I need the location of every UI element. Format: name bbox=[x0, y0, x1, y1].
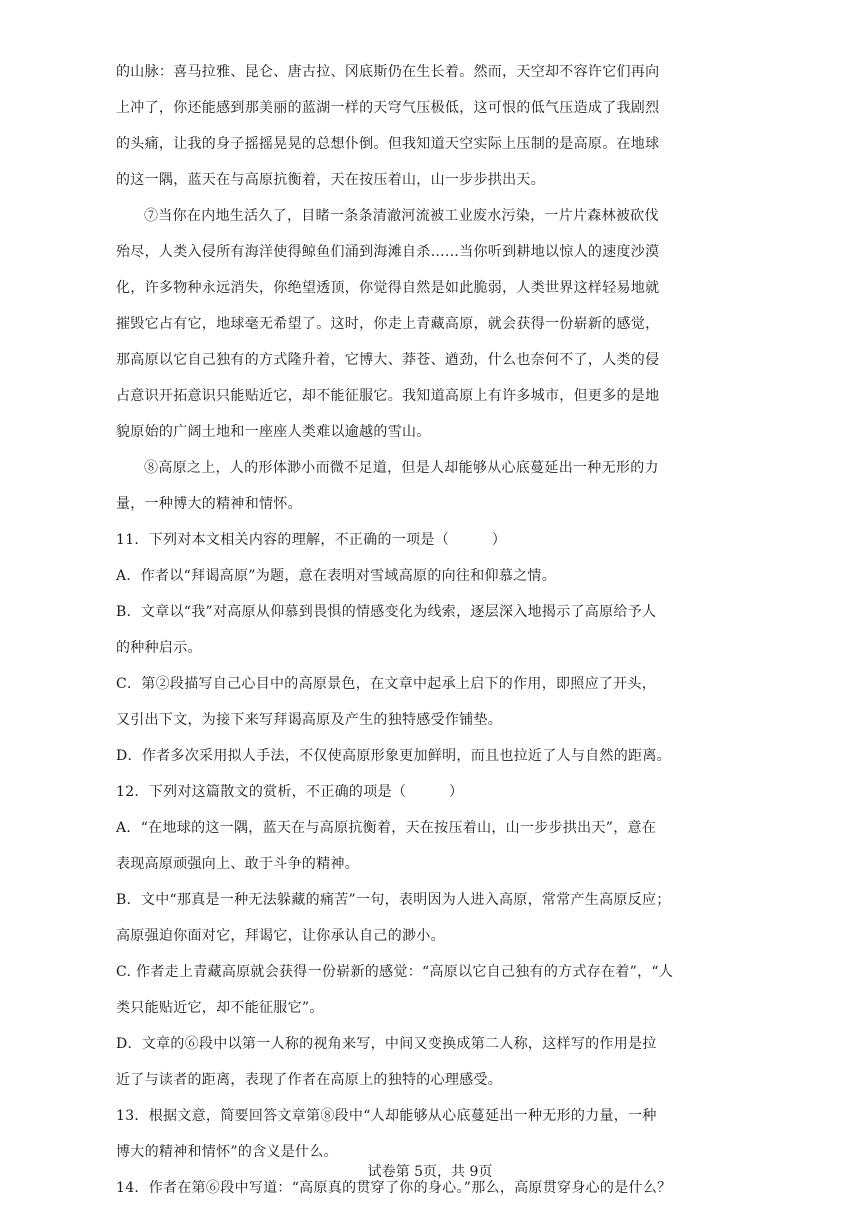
question-line: 近了与读者的距离，表现了作者在高原上的独特的心理感受。 bbox=[116, 1072, 503, 1088]
question-line: A．“在地球的这一隅，蓝天在与高原抗衡着，天在按压着山，山一步步拱出天”，意在 bbox=[116, 820, 657, 836]
question-line: 类只能贴近它，却不能征服它”。 bbox=[116, 1000, 324, 1016]
passage-line: 摧毁它占有它，地球毫无希望了。这时，你走上青藏高原，就会获得一份崭新的感觉， bbox=[116, 316, 660, 332]
page-footer: 试卷第 5页，共 9页 bbox=[367, 1164, 493, 1180]
passage-line: 量，一种博大的精神和情怀。 bbox=[116, 496, 302, 512]
question-line: 表现高原顽强向上、敢于斗争的精神。 bbox=[116, 856, 360, 872]
passage-line: 那高原以它自己独有的方式隆升着，它博大、莽苍、遒劲，什么也奈何不了，人类的侵 bbox=[116, 352, 660, 368]
passage-line: 的这一隅，蓝天在与高原抗衡着，天在按压着山，山一步步拱出天。 bbox=[116, 172, 545, 188]
passage-line: 占意识开拓意识只能贴近它，却不能征服它。我知道高原上有许多城市，但更多的是地 bbox=[116, 388, 660, 404]
question-line: A．作者以“拜谒高原”为题，意在表明对雪域高原的向往和仰慕之情。 bbox=[116, 568, 557, 584]
passage-line: ⑦当你在内地生活久了，目睹一条条清澈河流被工业废水污染，一片片森林被砍伐 bbox=[144, 208, 659, 224]
passage-line: 的山脉：喜马拉雅、昆仑、唐古拉、冈底斯仍在生长着。然而，天空却不容许它们再向 bbox=[116, 64, 660, 80]
question-line: B．文章以“我”对高原从仰慕到畏惧的情感变化为线索，逐层深入地揭示了高原给予人 bbox=[116, 604, 657, 620]
passage-line: 殆尽，人类入侵所有海洋使得鲸鱼们涌到海滩自杀……当你听到耕地以惊人的速度沙漠 bbox=[116, 244, 660, 260]
question-line: 12．下列对这篇散文的赏析，不正确的项是（ ） bbox=[116, 784, 464, 800]
question-line: 又引出下文，为接下来写拜谒高原及产生的独特感受作铺垫。 bbox=[116, 712, 503, 728]
reading-passage bbox=[116, 62, 720, 514]
question-line: C．第②段描写自己心目中的高原景色，在文章中起承上启下的作用，即照应了开头， bbox=[116, 676, 657, 692]
question-line: B．文中“那真是一种无法躲藏的痛苦”一句，表明因为人进入高原，常常产生高原反应； bbox=[116, 892, 671, 908]
question-line: 的种种启示。 bbox=[116, 640, 202, 656]
passage-line: 的头痛，让我的身子摇摇晃晃的总想仆倒。但我知道天空实际上压制的是高原。在地球 bbox=[116, 136, 660, 152]
question-line: 13．根据文意，简要回答文章第⑧段中“人却能够从心底蔓延出一种无形的力量，一种 bbox=[116, 1108, 657, 1124]
passage-line: 上冲了，你还能感到那美丽的蓝湖一样的天穹气压极低，这可恨的低气压造成了我剧烈 bbox=[116, 100, 660, 116]
question-line: D．作者多次采用拟人手法，不仅使高原形象更加鲜明，而且也拉近了人与自然的距离。 bbox=[116, 748, 671, 764]
page-content bbox=[116, 62, 720, 1214]
passage-line: 貌原始的广阔土地和一座座人类难以逾越的雪山。 bbox=[116, 424, 431, 440]
question-line: 高原强迫你面对它，拜谒它，让你承认自己的渺小。 bbox=[116, 928, 445, 944]
question-line: 博大的精神和情怀”的含义是什么。 bbox=[116, 1144, 338, 1160]
question-line: D．文章的⑥段中以第一人称的视角来写，中间又变换成第二人称，这样写的作用是拉 bbox=[116, 1036, 657, 1052]
question-line: 14．作者在第⑥段中写道：“高原真的贯穿了你的身心。”那么，高原贯穿身心的是什么？ bbox=[116, 1180, 672, 1196]
question-line: C. 作者走上青藏高原就会获得一份崭新的感觉：“高原以它自己独有的方式存在着”，“人 bbox=[116, 964, 674, 980]
question-line: 11．下列对本文相关内容的理解，不正确的一项是（ ） bbox=[116, 532, 507, 548]
question-list bbox=[116, 530, 720, 1198]
passage-line: 化，许多物种永远消失，你绝望透顶，你觉得自然是如此脆弱，人类世界这样轻易地就 bbox=[116, 280, 660, 296]
passage-line: ⑧高原之上，人的形体渺小而微不足道，但是人却能够从心底蔓延出一种无形的力 bbox=[144, 460, 659, 476]
